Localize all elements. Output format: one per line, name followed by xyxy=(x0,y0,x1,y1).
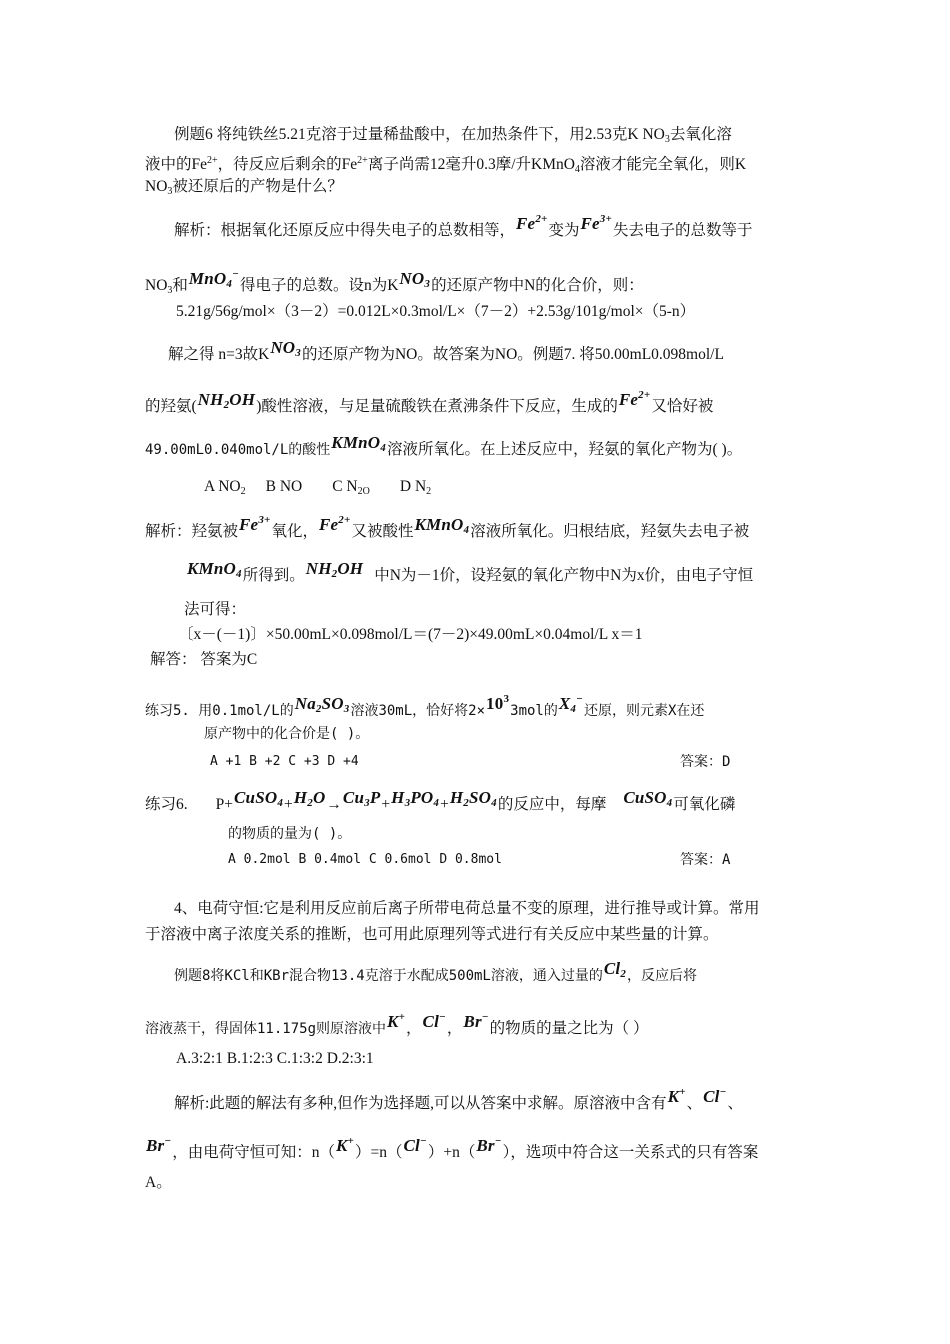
text: 的物质的量之比为（ ） xyxy=(489,1020,649,1037)
text: 变为 xyxy=(548,222,580,239)
text: 法可得： xyxy=(184,601,247,618)
answer-text: 答案：A xyxy=(680,852,731,868)
text: ， xyxy=(446,1020,463,1037)
text: 溶液30mL，恰好将2× xyxy=(350,703,486,719)
text: 中N为－1价，设羟氨的氧化产物中N为x价，由电子守恒 xyxy=(374,567,754,584)
ex7-line-2 xyxy=(145,434,742,460)
answer-text: 答案：D xyxy=(680,754,731,770)
fe2-formula: $Fe^{2+}$ xyxy=(516,213,548,233)
text: ），选项中符合这一关系式的只有答案 xyxy=(502,1144,759,1161)
label: 练习6. xyxy=(145,796,188,813)
options-text: A +1 B +2 C +3 D +4 xyxy=(210,754,359,769)
ex6-line-7 xyxy=(168,339,724,365)
text: 溶液所氧化。归根结底，羟氨失去电子被 xyxy=(470,523,750,540)
text: 解析:此题的解法有多种,但作为选择题,可以从答案中求解。原溶液中含有 xyxy=(174,1095,667,1112)
text: 和 xyxy=(172,277,188,294)
ex8-analysis-line-2 xyxy=(145,1132,758,1163)
superscript: 2+ xyxy=(357,155,368,166)
text: 3mol的 xyxy=(510,703,558,719)
ex6-line-2 xyxy=(145,151,746,180)
practice6-answer xyxy=(680,850,730,870)
practice5-line-2 xyxy=(204,724,369,744)
text: 解答： 答案为C xyxy=(150,651,258,668)
subscript: 3 xyxy=(664,134,670,145)
text: 溶液才能完全氧化，则K xyxy=(579,156,747,173)
arrow: → xyxy=(326,796,342,813)
text: 所得到。 xyxy=(242,567,305,584)
ex7-line-1 xyxy=(145,386,713,417)
text: 去氧化溶 xyxy=(669,126,732,143)
subscript: 4 xyxy=(574,164,580,175)
option-b: B NO xyxy=(265,478,303,495)
h2o-formula: $H_2O$ xyxy=(293,788,326,809)
br-ion-formula: Br− xyxy=(463,1011,489,1031)
text: 失去电子的总数等于 xyxy=(612,222,753,239)
text: ）+n（ xyxy=(427,1144,476,1161)
text: 的还原产物中N的化合价，则： xyxy=(431,277,644,294)
text: 的反应中，每摩 xyxy=(497,796,607,813)
text: 液中的Fe xyxy=(145,156,208,173)
cuso4-formula: CuSO$_4$ xyxy=(623,788,673,809)
fe3-formula: $Fe^{3+}$ xyxy=(580,213,612,233)
practice6-line-2 xyxy=(228,824,351,844)
ex6-equation xyxy=(176,302,695,322)
text: P+ xyxy=(215,796,234,813)
br-ion-formula: Br− xyxy=(476,1135,502,1155)
plus: + xyxy=(284,796,293,813)
text: 又恰好被 xyxy=(651,398,714,415)
text: 4、电荷守恒:它是利用反应前后离子所带电荷总量不变的原理，进行推导或计算。常用 xyxy=(174,900,760,917)
text: 可氧化磷 xyxy=(673,796,736,813)
ex7-analysis-line-1 xyxy=(145,511,749,542)
cu3p-formula: $Cu_3P$ xyxy=(342,788,381,809)
text: 解析：羟氨被 xyxy=(145,523,239,540)
option-d: D $N_2$ xyxy=(399,478,432,497)
text: 例题6 将纯铁丝5.21克溶于过量稀盐酸中，在加热条件下，用2.53克K NO xyxy=(174,126,665,143)
ex7-answer xyxy=(150,650,257,670)
text: 练习5. 用0.1mol/L的 xyxy=(145,703,294,719)
section4-line-2 xyxy=(145,925,719,945)
text: NO xyxy=(145,178,168,195)
equation-text: 5.21g/56g/mol×（3－2）=0.012L×0.3mol/L×（7－2）+2.53g/101g/mol×（5-n） xyxy=(176,303,696,320)
text: 原产物中的化合价是( )。 xyxy=(204,726,370,742)
ex7-options xyxy=(204,477,431,502)
options-text: A 0.2mol B 0.4mol C 0.6mol D 0.8mol xyxy=(228,852,502,867)
ex6-line-3 xyxy=(145,177,343,202)
text: 还原，则元素X在还 xyxy=(583,703,705,719)
text: 解之得 n=3故K xyxy=(168,346,270,363)
text: 、 xyxy=(686,1095,703,1112)
fe3-formula: $Fe^{3+}$ xyxy=(239,514,271,534)
text: ，由电荷守恒可知：n（ xyxy=(172,1144,335,1161)
subscript: 3 xyxy=(167,186,173,197)
ex7-analysis-line-3 xyxy=(184,600,246,620)
ten-power-formula: $10^3$ xyxy=(486,693,510,713)
equation-text: 〔x－(－1)〕×50.00mL×0.098mol/L＝(7－2)×49.00mL×0.04mol/L x＝1 xyxy=(178,626,643,643)
ex8-line-1 xyxy=(174,960,697,986)
text: 例题8将KCl和KBr混合物13.4克溶于水配成500mL溶液，通入过量的 xyxy=(174,968,603,984)
practice6-options xyxy=(228,850,502,870)
cuso4-formula: CuSO$_4$ xyxy=(234,788,284,809)
text: 得电子的总数。设n为K xyxy=(239,277,399,294)
section4-line-1 xyxy=(174,899,760,919)
text: ， xyxy=(406,1020,422,1037)
text: 解析：根据氧化还原反应中得失电子的总数相等， xyxy=(174,222,516,239)
plus: + xyxy=(381,796,391,813)
h3po4-formula: $H_3PO_4$ xyxy=(391,788,440,809)
text: A。 xyxy=(145,1174,172,1191)
ex8-options xyxy=(176,1049,374,1069)
option-a: A $NO_2$ xyxy=(204,478,246,497)
ex8-line-2 xyxy=(145,1008,649,1039)
text: 于溶液中离子浓度关系的推断，也可用此原理列等式进行有关反应中某些量的计算。 xyxy=(145,926,719,943)
fe2-formula: $Fe^{2+}$ xyxy=(618,389,651,409)
text: ）=n（ xyxy=(355,1144,403,1161)
text: 溶液所氧化。在上述反应中，羟氨的氧化产物为( )。 xyxy=(387,441,743,458)
text: 的还原产物为NO。故答案为NO。例题7. 将50.00mL0.098mol/L xyxy=(301,346,724,363)
text: ，反应后将 xyxy=(627,968,698,984)
practice5-line-1 xyxy=(145,690,704,721)
practice6-line-1 xyxy=(145,789,735,815)
br-ion-formula: Br− xyxy=(146,1135,172,1155)
text: 氧化， xyxy=(271,523,318,540)
text: 的物质的量为( )。 xyxy=(228,826,352,842)
kmno4-formula: KMnO$_4$ xyxy=(331,433,386,454)
nh2oh-formula: $NH_2OH$ xyxy=(197,390,256,411)
mno4-formula: MnO$_4$− xyxy=(188,268,239,290)
text: NO xyxy=(145,277,168,294)
ex8-analysis-line-3 xyxy=(145,1173,172,1193)
ex8-analysis-line-1 xyxy=(174,1083,743,1114)
practice5-answer xyxy=(680,752,730,772)
fe2-formula: $Fe^{2+}$ xyxy=(319,514,351,534)
k-ion-formula: K+ xyxy=(667,1086,686,1106)
ex7-equation xyxy=(178,625,643,645)
ex6-line-4 xyxy=(174,210,752,241)
text: ，待反应后剩余的Fe xyxy=(217,156,358,173)
text: 又被酸性 xyxy=(351,523,414,540)
h2so4-formula: $H_2SO_4$ xyxy=(449,788,497,809)
text: )酸性溶液，与足量硫酸铁在煮沸条件下反应，生成的 xyxy=(256,398,618,415)
superscript: 2+ xyxy=(207,155,218,166)
ex6-line-5 xyxy=(145,265,644,301)
ex7-analysis-line-2 xyxy=(186,560,753,586)
text: 的羟氨( xyxy=(145,398,197,415)
na2so3-formula: $Na_2SO_3$ xyxy=(294,694,350,715)
k-ion-formula: K+ xyxy=(336,1135,355,1155)
options-text: A.3:2:1 B.1:2:3 C.1:3:2 D.2:3:1 xyxy=(176,1050,374,1067)
text: 被还原后的产物是什么？ xyxy=(172,178,343,195)
kmno4-formula: KMnO$_4$ xyxy=(414,515,470,536)
plus: + xyxy=(440,796,449,813)
x4-formula: $X_4^-$ xyxy=(558,693,583,715)
kmno4-formula: KMnO$_4$ xyxy=(187,559,242,580)
cl-ion-formula: Cl− xyxy=(422,1011,446,1031)
text: 、 xyxy=(727,1095,743,1112)
text: 溶液蒸干，得固体11.175g则原溶液中 xyxy=(145,1021,387,1037)
text: 离子尚需12毫升0.3摩/升KMnO xyxy=(367,156,575,173)
k-ion-formula: K+ xyxy=(387,1011,406,1031)
subscript: 3 xyxy=(167,285,173,296)
cl-ion-formula: Cl− xyxy=(403,1135,427,1155)
cl2-formula: $Cl_2$ xyxy=(603,959,627,980)
ex6-line-1 xyxy=(174,125,732,150)
option-c: C $N_{2O}$ xyxy=(332,478,370,497)
text: 49.00mL0.040mol/L的酸性 xyxy=(145,442,331,458)
cl-ion-formula: Cl− xyxy=(703,1086,727,1106)
nh2oh-formula: $NH_2OH$ xyxy=(305,559,364,580)
no3-formula: $NO_3$ xyxy=(399,269,431,290)
no3-formula: $NO_3$ xyxy=(270,338,301,359)
practice5-options xyxy=(210,752,359,772)
